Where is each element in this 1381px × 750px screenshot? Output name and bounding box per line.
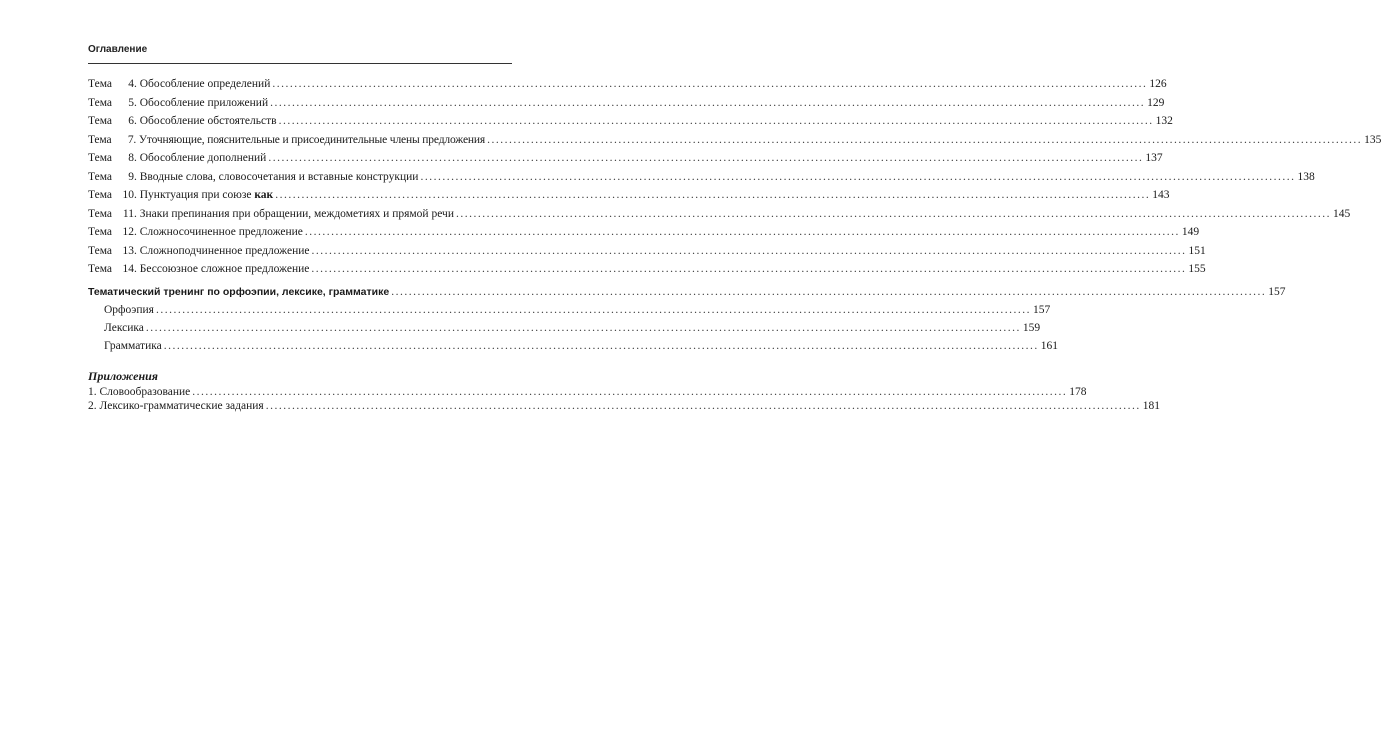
topic-number: 14. xyxy=(122,263,137,275)
topic-prefix: Тема xyxy=(88,263,112,275)
page-number: 145 xyxy=(1332,207,1351,220)
toc-entry-topic-12[interactable] xyxy=(88,225,1200,239)
subsection-title: Орфоэпия xyxy=(104,304,154,316)
page-number: 178 xyxy=(1069,386,1087,398)
topic-title: Знаки препинания при обращении, междометиях и прямой речи xyxy=(139,207,454,220)
toc-entry-topic-7[interactable] xyxy=(88,133,1381,147)
toc-entry-topic-6[interactable] xyxy=(88,114,1173,128)
topic-prefix: Тема xyxy=(88,189,112,201)
dot-leader: ........................................................................................................................................................................................................ xyxy=(275,189,1151,201)
topic-number: 12. xyxy=(122,226,137,238)
toc-entry-grammar[interactable] xyxy=(104,339,1059,353)
topic-number: 7. xyxy=(127,133,137,146)
toc-entry-lexicon[interactable] xyxy=(104,321,1041,335)
subsection-title: Лексика xyxy=(104,322,144,334)
dot-leader: ........................................................................................................................................................................................................ xyxy=(265,400,1141,412)
topic-prefix: Тема xyxy=(88,170,112,183)
dot-leader: ........................................................................................................................................................................................................ xyxy=(311,263,1187,275)
topic-number: 5. xyxy=(128,96,137,109)
page-number: 157 xyxy=(1268,286,1286,298)
toc-entry-training[interactable] xyxy=(88,285,1286,299)
topic-number: 8. xyxy=(128,152,137,164)
header-rule xyxy=(88,63,512,64)
page-number: 151 xyxy=(1188,244,1206,257)
page-number: 138 xyxy=(1297,170,1315,183)
appendix-title: Приложения xyxy=(88,369,158,383)
toc-entry-topic-5[interactable] xyxy=(88,96,1165,110)
appendix-item-title: 2. Лексико-грамматические задания xyxy=(88,400,264,412)
page-number: 181 xyxy=(1142,400,1160,412)
page-number: 155 xyxy=(1188,263,1206,275)
appendix-item-title: 1. Словообразование xyxy=(88,386,191,398)
topic-title: Обособление обстоятельств xyxy=(139,115,277,127)
toc-entry-topic-4[interactable] xyxy=(88,77,1167,91)
toc-entry-topic-13[interactable] xyxy=(88,244,1206,258)
dot-leader: ........................................................................................................................................................................................................ xyxy=(391,286,1267,298)
page-number: 161 xyxy=(1040,340,1059,352)
page-number: 149 xyxy=(1181,226,1200,238)
topic-title: Обособление дополнений xyxy=(139,152,267,164)
dot-leader: ........................................................................................................................................................................................................ xyxy=(270,96,1146,109)
topic-prefix: Тема xyxy=(88,78,112,90)
topic-prefix: Тема xyxy=(88,133,112,146)
topic-title: Сложносочиненное предложение xyxy=(139,226,303,238)
topic-prefix: Тема xyxy=(88,207,112,220)
topic-number: 6. xyxy=(128,115,137,127)
dot-leader: ........................................................................................................................................................................................................ xyxy=(487,133,1363,146)
dot-leader: ........................................................................................................................................................................................................ xyxy=(272,78,1148,90)
page-number: 129 xyxy=(1147,96,1165,109)
toc-entry-topic-8[interactable] xyxy=(88,151,1163,165)
running-head: Оглавление xyxy=(88,44,148,55)
toc-entry-topic-9[interactable] xyxy=(88,170,1315,184)
topic-prefix: Тема xyxy=(88,115,112,127)
topic-number: 11. xyxy=(122,207,137,220)
dot-leader: ........................................................................................................................................................................................................ xyxy=(278,115,1154,127)
topic-prefix: Тема xyxy=(88,96,112,109)
dot-leader: ........................................................................................................................................................................................................ xyxy=(311,244,1187,257)
dot-leader: ........................................................................................................................................................................................................ xyxy=(304,226,1180,238)
dot-leader: ........................................................................................................................................................................................................ xyxy=(420,170,1296,183)
toc-entry-orthoepy[interactable] xyxy=(104,303,1051,317)
toc-entry-appendix-1[interactable] xyxy=(88,385,1087,399)
topic-number: 10. xyxy=(122,189,137,201)
topic-prefix: Тема xyxy=(88,152,112,164)
dot-leader: ........................................................................................................................................................................................................ xyxy=(455,207,1331,220)
topic-title-emphasis: как xyxy=(254,189,274,201)
page-number: 132 xyxy=(1155,115,1173,127)
topic-title: Вводные слова, словосочетания и вставные конструкции xyxy=(139,170,419,183)
topic-title: Обособление приложений xyxy=(139,96,269,109)
toc-entry-topic-14[interactable] xyxy=(88,262,1206,276)
page-number: 159 xyxy=(1022,322,1041,334)
toc-entry-appendix-2[interactable] xyxy=(88,399,1160,413)
topic-title: Бессоюзное сложное предложение xyxy=(139,263,310,275)
toc-entry-topic-11[interactable] xyxy=(88,207,1351,221)
dot-leader: ........................................................................................................................................................................................................ xyxy=(145,322,1021,334)
topic-prefix: Тема xyxy=(88,226,112,238)
dot-leader: ........................................................................................................................................................................................................ xyxy=(163,340,1039,352)
page-number: 157 xyxy=(1032,304,1051,316)
section-title: Тематический тренинг по орфоэпии, лексике, грамматике xyxy=(88,286,390,298)
dot-leader: ........................................................................................................................................................................................................ xyxy=(155,304,1031,316)
topic-title: Уточняющие, пояснительные и присоединительные члены предложения xyxy=(138,133,486,146)
page-number: 143 xyxy=(1152,189,1170,201)
topic-title: Сложноподчиненное предложение xyxy=(139,244,310,257)
toc-entry-topic-10[interactable] xyxy=(88,188,1170,202)
page-number: 137 xyxy=(1145,152,1163,164)
topic-title: Пунктуация при союзе xyxy=(139,189,255,201)
topic-number: 4. xyxy=(128,78,137,90)
topic-prefix: Тема xyxy=(88,244,112,257)
topic-title: Обособление определений xyxy=(139,78,271,90)
dot-leader: ........................................................................................................................................................................................................ xyxy=(192,386,1068,398)
page-number: 126 xyxy=(1149,78,1167,90)
topic-number: 13. xyxy=(122,244,137,257)
topic-number: 9. xyxy=(128,170,137,183)
dot-leader: ........................................................................................................................................................................................................ xyxy=(268,152,1144,164)
subsection-title: Грамматика xyxy=(104,340,162,352)
page-number: 135 xyxy=(1364,133,1381,146)
